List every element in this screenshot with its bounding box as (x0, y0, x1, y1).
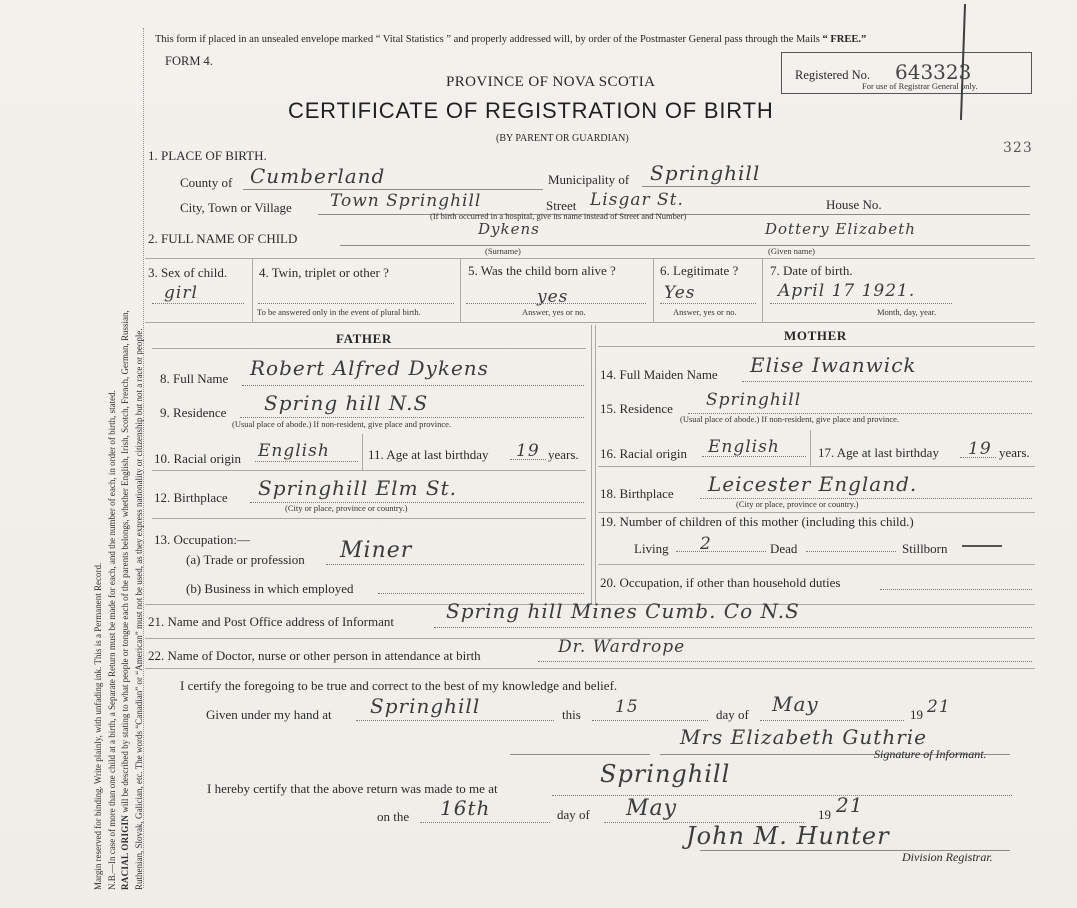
corner-note: 323 (1003, 140, 1033, 156)
father-racial-label: 10. Racial origin (154, 451, 242, 466)
margin-divider (143, 28, 144, 888)
twin-note: To be answered only in the event of plural birth. (257, 307, 421, 317)
margin-line-4: Ruthenian, Slovak, Galician, etc. The words “Canadian” or “American” must not be used, as they express nationality or citizenship but not a race or people. (133, 328, 144, 890)
mother-residence-caption: (Usual place of abode.) If non-resident, give place and province. (680, 414, 900, 424)
this-label: this (562, 707, 581, 722)
county-line (243, 189, 543, 190)
father-residence-caption: (Usual place of abode.) If non-resident, give place and province. (232, 419, 452, 429)
father-birthplace-label: 12. Birthplace (154, 490, 228, 505)
father-heading: FATHER (336, 331, 392, 346)
margin-line-1: Margin reserved for binding. Write plainly, with unfading ink. This is a Permanent Record. (93, 562, 103, 890)
children-count-label: 19. Number of children of this mother (including this child.) (600, 514, 914, 529)
father-years: years. (548, 447, 579, 462)
certify-month-line (760, 720, 904, 721)
surname-caption: (Surname) (485, 246, 521, 256)
col-div-4 (762, 258, 763, 322)
mother-heading: MOTHER (784, 328, 847, 343)
mother-birthplace-caption: (City or place, province or country.) (736, 499, 859, 509)
father-residence-line (240, 417, 584, 418)
doctor-label: 22. Name of Doctor, nurse or other person in attendance at birth (148, 648, 481, 663)
alive-label: 5. Was the child born alive ? (468, 263, 616, 278)
stillborn-label: Stillborn (902, 541, 948, 556)
legitimate-value: Yes (664, 283, 696, 303)
city-value: Town Springhill (330, 191, 482, 211)
row-divider-top (145, 258, 1035, 259)
mother-racial-divider (810, 430, 811, 466)
trade-label: (a) Trade or profession (186, 552, 305, 567)
child-name-line (340, 245, 1030, 246)
given-under-label: Given under my hand at (206, 707, 332, 722)
sex-label: 3. Sex of child. (148, 265, 228, 280)
on-the-label: on the (377, 809, 410, 824)
province-heading: PROVINCE OF NOVA SCOTIA (446, 74, 656, 90)
registrar-month: May (626, 796, 678, 821)
informant-label: 21. Name and Post Office address of Informant (148, 614, 394, 629)
registrar-day: 16th (440, 796, 491, 820)
mother-age-label: 17. Age at last birthday (818, 445, 939, 460)
col-div-1 (252, 258, 253, 322)
alive-note: Answer, yes or no. (522, 307, 586, 317)
signature-caption: Signature of Informant. (874, 747, 987, 761)
legitimate-label: 6. Legitimate ? (660, 263, 739, 278)
certify-day-line (592, 720, 708, 721)
sex-line (152, 303, 244, 304)
signature-line-left (510, 754, 650, 755)
row-divider-bottom (145, 322, 1035, 323)
trade-line (326, 564, 584, 565)
mother-birthplace-label: 18. Birthplace (600, 486, 674, 501)
father-racial-divider (362, 434, 363, 470)
doctor-rule (145, 668, 1035, 669)
mother-row-rule-2 (598, 512, 1035, 513)
stillborn-dash (962, 545, 1002, 547)
county-value: Cumberland (250, 164, 386, 188)
informant-signature: Mrs Elizabeth Guthrie (680, 725, 927, 749)
business-line (378, 593, 584, 594)
mother-racial-line (702, 456, 806, 457)
father-age: 19 (516, 441, 540, 461)
twin-label: 4. Twin, triplet or other ? (259, 265, 389, 280)
mail-notice: This form if placed in an unsealed envelope marked “ Vital Statistics ” and properly addressed will, by order of the Postmaster General pass through the Mails “ FREE.” (155, 34, 867, 45)
legitimate-line (660, 303, 756, 304)
street-value: Lisgar St. (590, 190, 684, 210)
mother-row-rule-3 (598, 564, 1035, 565)
date-label: 7. Date of birth. (770, 263, 853, 278)
alive-value: yes (537, 287, 569, 307)
trade-value: Miner (340, 538, 413, 563)
county-label: County of (180, 175, 233, 190)
margin-line-2: N.B.—In case of more than one child at a birth, a Separate Return must be made for each, and the number of each, in order of birth, stated. (106, 390, 117, 890)
father-name-label: 8. Full Name (160, 371, 229, 386)
registrar-caption: Division Registrar. (902, 850, 993, 864)
registrar-signature: John M. Hunter (686, 822, 890, 850)
hospital-note: (If birth occurred in a hospital, give its name instead of Street and Number) (430, 211, 687, 221)
certify-day-of-label: day of (716, 707, 749, 722)
child-surname: Dykens (478, 220, 540, 238)
mother-occupation-label: 20. Occupation, if other than household duties (600, 575, 841, 590)
city-label: City, Town or Village (180, 200, 292, 215)
registrar-use-note: For use of Registrar General only. (862, 81, 978, 91)
living-line (676, 551, 766, 552)
twin-line (258, 303, 454, 304)
father-racial: English (258, 441, 330, 461)
dead-line (806, 551, 896, 552)
mother-age: 19 (968, 439, 992, 459)
father-birthplace: Springhill Elm St. (258, 476, 457, 500)
mother-heading-rule (598, 346, 1035, 347)
informant-value: Spring hill Mines Cumb. Co N.S (446, 599, 800, 623)
col-div-3 (653, 258, 654, 322)
mother-occupation-line (880, 589, 1032, 590)
mother-residence: Springhill (706, 390, 802, 410)
doctor-value: Dr. Wardrope (558, 637, 686, 657)
street-label: Street (546, 198, 577, 213)
registrar-year-suffix: 21 (836, 793, 864, 817)
father-residence: Spring hill N.S (264, 391, 429, 415)
father-age-label: 11. Age at last birthday (368, 447, 489, 462)
alive-line (466, 303, 646, 304)
father-birthplace-caption: (City or place, province or country.) (285, 503, 408, 513)
father-residence-label: 9. Residence (160, 405, 227, 420)
mother-name-line (742, 381, 1032, 382)
municipality-line (642, 186, 1030, 187)
municipality-label: Municipality of (548, 172, 630, 187)
mother-residence-label: 15. Residence (600, 401, 673, 416)
date-value: April 17 1921. (778, 281, 916, 301)
mother-age-line (960, 457, 996, 458)
given-place: Springhill (370, 694, 481, 718)
child-given-name: Dottery Elizabeth (765, 220, 916, 238)
margin-line-3: RACIAL ORIGIN will be described by stating to what people or tongue each of the parents belongs, whether English, Irish, Scotch, French, German, Russian, (120, 310, 130, 890)
informant-line (434, 627, 1032, 628)
registrar-place-line (552, 795, 1012, 796)
date-line (770, 303, 952, 304)
father-row-rule-2 (152, 518, 586, 519)
mother-years: years. (999, 445, 1030, 460)
given-place-line (356, 720, 554, 721)
registrar-year-prefix: 19 (818, 807, 831, 822)
father-row-rule (152, 470, 586, 471)
registrar-place: Springhill (600, 760, 731, 788)
registrar-day-of-label: day of (557, 807, 590, 822)
house-label: House No. (826, 197, 882, 212)
father-name: Robert Alfred Dykens (250, 356, 489, 380)
certify-day: 15 (615, 697, 639, 717)
father-age-line (510, 459, 546, 460)
father-racial-line (255, 461, 358, 462)
certificate-subtitle: (BY PARENT OR GUARDIAN) (496, 133, 629, 144)
doctor-line (538, 661, 1032, 662)
registered-label: Registered No. (795, 68, 870, 82)
mother-name: Elise Iwanwick (750, 353, 917, 377)
given-name-caption: (Given name) (768, 246, 815, 256)
certify-year-suffix: 21 (927, 697, 951, 717)
legitimate-note: Answer, yes or no. (673, 307, 737, 317)
business-label: (b) Business in which employed (186, 581, 354, 596)
municipality-value: Springhill (650, 161, 761, 185)
sex-value: girl (164, 283, 198, 303)
mother-row-rule (598, 466, 1035, 467)
father-mother-divider-2 (595, 325, 596, 605)
mother-birthplace: Leicester England. (708, 472, 918, 496)
registrar-day-line (420, 822, 550, 823)
certify-month: May (772, 692, 819, 716)
certify-year-prefix: 19 (910, 707, 923, 722)
informant-certify: I certify the foregoing to be true and correct to the best of my knowledge and belief. (180, 678, 618, 693)
place-of-birth-heading: 1. PLACE OF BIRTH. (148, 148, 267, 163)
margin-instructions (92, 30, 146, 890)
registrar-certify: I hereby certify that the above return was made to me at (207, 781, 498, 796)
child-name-label: 2. FULL NAME OF CHILD (148, 231, 298, 246)
living-label: Living (634, 541, 669, 556)
col-div-2 (460, 258, 461, 322)
certificate-title: CERTIFICATE OF REGISTRATION OF BIRTH (288, 98, 774, 123)
mother-name-label: 14. Full Maiden Name (600, 367, 718, 382)
form-number: FORM 4. (165, 54, 213, 68)
father-heading-rule (152, 348, 586, 349)
dead-label: Dead (770, 541, 798, 556)
date-note: Month, day, year. (877, 307, 937, 317)
occupation-label: 13. Occupation:— (154, 532, 251, 547)
father-name-line (242, 385, 584, 386)
registered-number: 643323 (895, 60, 972, 84)
mother-racial-label: 16. Racial origin (600, 446, 688, 461)
living-value: 2 (700, 534, 712, 554)
mother-racial: English (708, 437, 780, 457)
father-mother-divider (591, 325, 592, 605)
